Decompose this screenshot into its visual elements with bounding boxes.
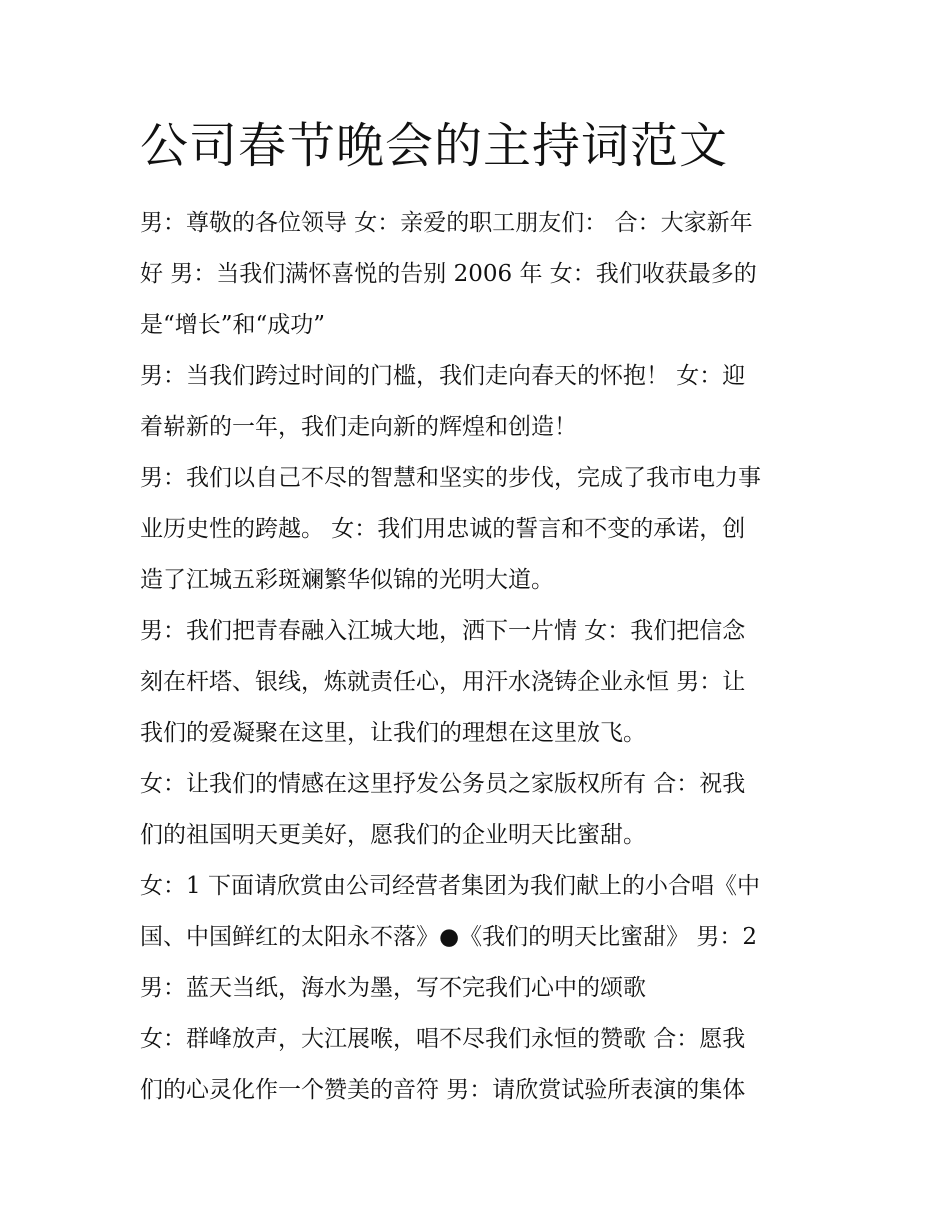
text-line: 男：我们把青春融入江城大地，洒下一片情 女：我们把信念 <box>140 618 746 644</box>
text-line: 我们的爱凝聚在这里，让我们的理想在这里放飞。 <box>140 720 646 746</box>
text-line: 女：群峰放声，大江展喉，唱不尽我们永恒的赞歌 合：愿我 <box>140 1026 746 1052</box>
text-line: 着崭新的一年，我们走向新的辉煌和创造！ <box>140 414 577 440</box>
text-line: 男：尊敬的各位领导 女：亲爱的职工朋友们： 合：大家新年 <box>140 210 753 236</box>
document-title: 公司春节晚会的主持词范文 <box>140 118 729 174</box>
text-line: 女：让我们的情感在这里抒发公务员之家版权所有 合：祝我 <box>140 771 746 797</box>
text-line: 男：当我们跨过时间的门槛，我们走向春天的怀抱！ 女：迎 <box>140 363 746 389</box>
document-body <box>140 198 820 1116</box>
text-line: 男：蓝天当纸，海水为墨，写不完我们心中的颂歌 <box>140 975 646 1001</box>
text-line: 国、中国鲜红的太阳永不落》●《我们的明天比蜜甜》 男：2 <box>140 924 758 950</box>
text-line: 业历史性的跨越。 女：我们用忠诚的誓言和不变的承诺，创 <box>140 516 746 542</box>
text-line: 好 男：当我们满怀喜悦的告别 2006 年 女：我们收获最多的 <box>140 261 757 287</box>
text-line: 男：我们以自己不尽的智慧和坚实的步伐，完成了我市电力事 <box>140 465 761 491</box>
text-line: 们的祖国明天更美好，愿我们的企业明天比蜜甜。 <box>140 822 646 848</box>
text-line: 刻在杆塔、银线，炼就责任心，用汗水浇铸企业永恒 男：让 <box>140 669 746 695</box>
text-line: 造了江城五彩斑斓繁华似锦的光明大道。 <box>140 567 554 593</box>
text-line: 们的心灵化作一个赞美的音符 男：请欣赏试验所表演的集体 <box>140 1077 746 1103</box>
text-line: 女：1 下面请欣赏由公司经营者集团为我们献上的小合唱《中 <box>140 873 760 899</box>
text-line: 是“增长”和“成功” <box>140 312 326 338</box>
